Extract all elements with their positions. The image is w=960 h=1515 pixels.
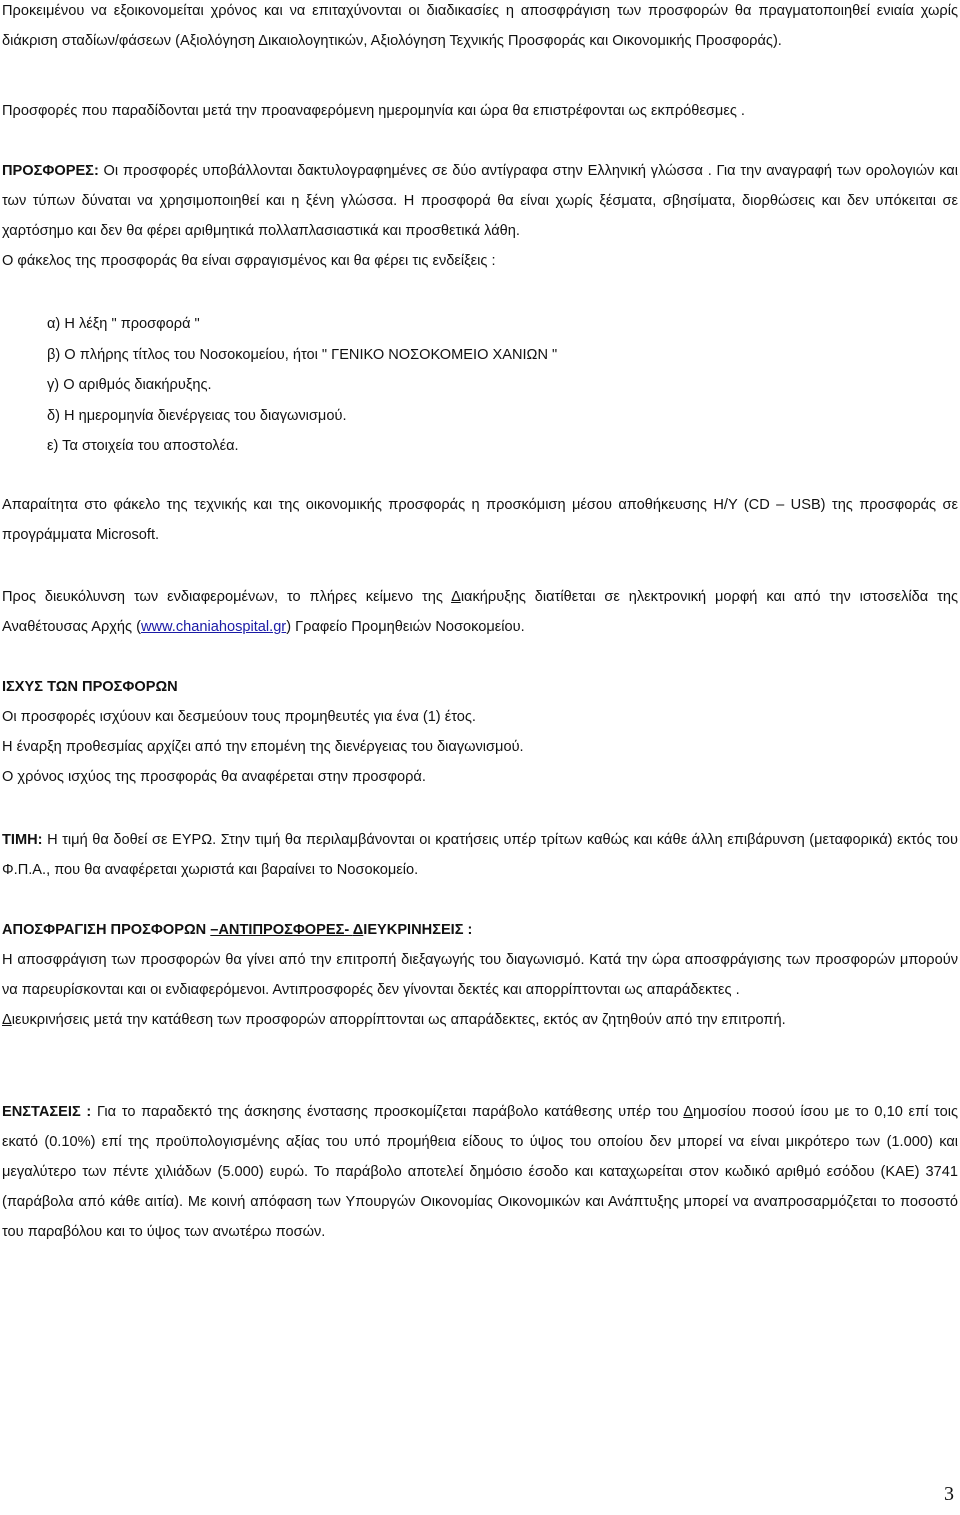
envelope-item-a: α) Η λέξη " προσφορά " (47, 316, 200, 332)
offers-text: Οι προσφορές υποβάλλονται δακτυλογραφημένες σε δύο αντίγραφα στην Ελληνική γλώσσα . Για την αναγραφή των ορολογιών και των τύπων δύναται να χρησιμοποιηθεί και η ξένη γλώσσα. Η προσφορά θα είναι χωρίς ξέσματα, σβησίματα, διορθώσεις και δεν υπόκειται σε χαρτόσημο και δεν θα φέρει αριθμητικά πολλαπλασιαστικά και προσθετικά λάθη. (2, 163, 958, 239)
objections-section (2, 1097, 958, 1247)
price-paragraph (2, 825, 958, 885)
clarifications-text: Διευκρινήσεις μετά την κατάθεση των προσφορών απορρίπτονται ως απαράδεκτες, εκτός αν ζητηθούν από την επιτροπή. (2, 1012, 786, 1028)
envelope-markings-list (47, 309, 557, 462)
late-offers-text: Προσφορές που παραδίδονται μετά την προαναφερόμενη ημερομηνία και ώρα θα επιστρέφονται ως εκπρόθεσμες . (2, 103, 745, 119)
website-text: Προς διευκόλυνση των ενδιαφερομένων, το πλήρες κείμενο της Διακήρυξης διατίθεται σε ηλεκτρονική μορφή και από την ιστοσελίδα της Αναθέτουσας Αρχής (www.chaniahospital.gr) Γραφείο Προμηθειών Νοσοκομείου. (2, 589, 958, 635)
page-number: 3 (944, 1483, 954, 1505)
opening-procedure-paragraph (2, 0, 958, 56)
offers-heading: ΠΡΟΣΦΟΡΕΣ: (2, 163, 99, 179)
validity-section (2, 672, 958, 792)
storage-media-paragraph (2, 490, 958, 550)
offers-section (2, 156, 958, 276)
validity-line-1: Οι προσφορές ισχύουν και δεσμεύουν τους προμηθευτές για ένα (1) έτος. (2, 709, 476, 725)
hospital-website-link[interactable]: www.chaniahospital.gr (140, 619, 287, 635)
objections-heading: ΕΝΣΤΑΣΕΙΣ (2, 1104, 81, 1120)
price-section (2, 825, 958, 885)
offers-paragraph (2, 156, 958, 246)
envelope-item-c: γ) Ο αριθμός διακήρυξης. (47, 377, 212, 393)
envelope-item-b: β) Ο πλήρης τίτλος του Νοσοκομείου, ήτοι " ΓΕΝΙΚΟ ΝΟΣΟΚΟΜΕΙΟ ΧΑΝΙΩΝ " (47, 346, 558, 363)
objections-paragraph: ΕΝΣΤΑΣΕΙΣ : Για το παραδεκτό της άσκησης ένστασης προσκομίζεται παράβολο κατάθεσης υπέρ του Δημοσίου ποσού ίσου με το 0,10 επί τοις εκατό (0.10%) επί της προϋπολογισμένης αξίας του υπό προμήθεια είδους το ύψος του οποίου δεν μπορεί να είναι μικρότερο των (1.000) και μεγαλύτερο των πέντε χιλιάδων (5.000) ευρώ. Το παράβολο αποτελεί δημόσιο έσοδο και καταχωρείται στον κωδικό αριθμό εσόδου (ΚΑΕ) 3741 (παράβολα από κάθε αιτία). Με κοινή απόφαση των Υπουργών Οικονομίας Οικονομικών και Ανάπτυξης μπορεί να αναπροσαρμόζεται το ποσοστό του παραβόλου και το ύψος των ανωτέρω ποσών. (2, 1104, 958, 1240)
opening-offers-section (2, 915, 958, 1035)
envelope-item-d: δ) Η ημερομηνία διενέργειας του διαγωνισμού. (47, 407, 347, 424)
website-paragraph (2, 582, 958, 642)
validity-line-3: Ο χρόνος ισχύος της προσφοράς θα αναφέρεται στην προσφορά. (2, 769, 426, 785)
validity-heading: ΙΣΧΥΣ ΤΩΝ ΠΡΟΣΦΟΡΩΝ (2, 679, 178, 695)
price-heading: ΤΙΜΗ: (2, 832, 43, 848)
envelope-item-e: ε) Τα στοιχεία του αποστολέα. (47, 438, 239, 454)
opening-offers-text: Η αποσφράγιση των προσφορών θα γίνει από την επιτροπή διεξαγωγής του διαγωνισμό. Κατά την ώρα αποσφράγισης των προσφορών μπορούν να παρευρίσκονται και οι ενδιαφερόμενοι. Αντιπροσφορές δεν γίνονται δεκτές και απορρίπτονται ως απαράδεκτες . (2, 952, 958, 998)
validity-line-2: Η έναρξη προθεσμίας αρχίζει από την επομένη της διενέργειας του διαγωνισμού. (2, 739, 524, 755)
envelope-intro: Ο φάκελος της προσφοράς θα είναι σφραγισμένος και θα φέρει τις ενδείξεις : (2, 253, 496, 269)
opening-procedure-text: Προκειμένου να εξοικονομείται χρόνος και να επιταχύνονται οι διαδικασίες η αποσφράγιση των προσφορών θα πραγματοποιηθεί ενιαία χωρίς διάκριση σταδίων/φάσεων (Αξιολόγηση Δικαιολογητικών, Αξιολόγηση Τεχνικής Προσφοράς και Οικονομικής Προσφοράς). (2, 3, 958, 49)
late-offers-paragraph (2, 96, 958, 126)
opening-offers-heading: ΑΠΟΣΦΡΑΓΙΣΗ ΠΡΟΣΦΟΡΩΝ –ΑΝΤΙΠΡΟΣΦΟΡΕΣ- ΔΙΕΥΚΡΙΝΗΣΕΙΣ : (2, 922, 473, 938)
storage-media-text: Απαραίτητα στο φάκελο της τεχνικής και της οικονομικής προσφοράς η προσκόμιση μέσου αποθήκευσης Η/Υ (CD – USB) της προσφοράς σε προγράμματα Microsoft. (2, 497, 958, 543)
price-text: Η τιμή θα δοθεί σε ΕΥΡΩ. Στην τιμή θα περιλαμβάνονται οι κρατήσεις υπέρ τρίτων καθώς και κάθε άλλη επιβάρυνση (μεταφορικά) εκτός του Φ.Π.Α., που θα αναφέρεται χωριστά και βαραίνει το Νοσοκομείο. (2, 832, 958, 878)
